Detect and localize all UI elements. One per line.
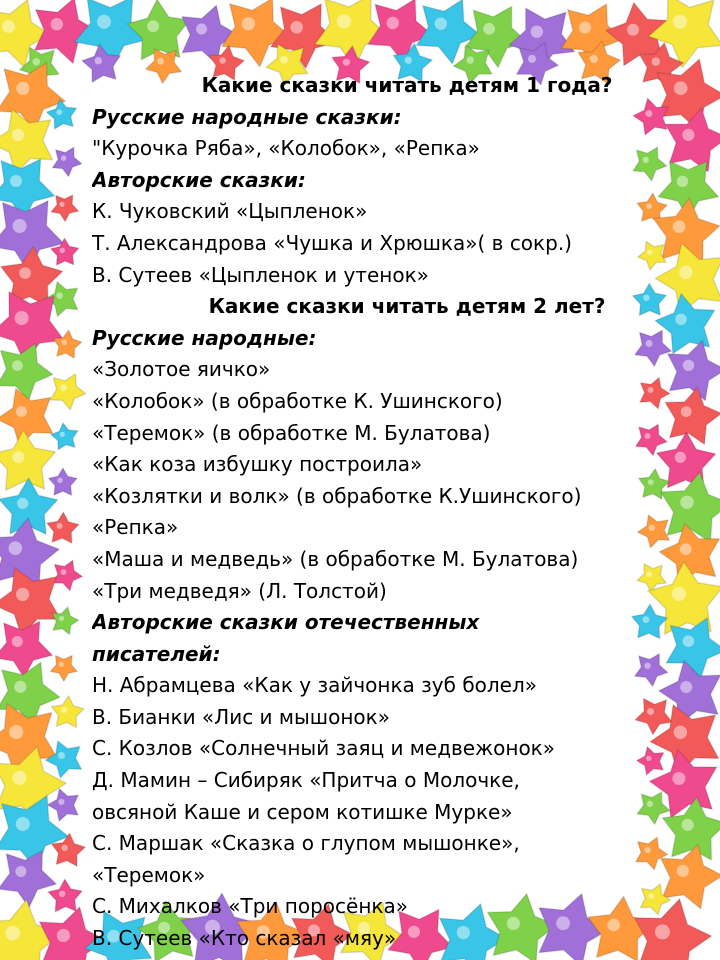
star-icon (0, 851, 56, 908)
star-highlight (683, 635, 695, 647)
star-highlight (647, 801, 653, 807)
list-item: В. Сутеев «Кто сказал «мяу» (92, 926, 397, 951)
star-highlight (483, 23, 495, 35)
star-highlight (58, 799, 64, 805)
star-icon (638, 515, 670, 548)
list-item: "Курочка Ряба», «Колобок», «Репка» (92, 136, 480, 161)
star-icon (53, 560, 83, 590)
star-highlight (343, 59, 350, 66)
star-highlight (59, 891, 65, 897)
star-highlight (682, 129, 694, 141)
list-item: К. Чуковский «Цыпленок» (92, 199, 368, 224)
list-item: В. Бианки «Лис и мышонок» (92, 704, 390, 729)
star-highlight (647, 250, 652, 255)
star-icon (633, 147, 667, 181)
star-icon (636, 424, 668, 455)
list-item: Т. Александрова «Чушка и Хрюшка»( в сокр.) (92, 230, 572, 255)
star-highlight (677, 865, 689, 877)
star-highlight (337, 14, 351, 28)
star-highlight (675, 452, 686, 463)
star-highlight (61, 155, 67, 161)
star-icon (48, 789, 79, 821)
star-highlight (528, 55, 536, 63)
star-highlight (13, 219, 27, 233)
star-highlight (9, 541, 23, 555)
list-item: С. Михалков «Три поросёнка» (92, 894, 408, 919)
star-highlight (646, 203, 652, 209)
list-item: «Репка» (92, 515, 179, 540)
star-highlight (56, 109, 62, 115)
star-highlight (61, 569, 67, 575)
star-highlight (683, 360, 694, 371)
list-item: С. Маршак «Сказка о глупом мышонке», (92, 831, 520, 856)
star-icon (633, 283, 667, 315)
star-icon (665, 108, 720, 172)
star-highlight (147, 20, 159, 32)
star-highlight (405, 57, 412, 64)
star-highlight (646, 340, 653, 347)
star-highlight (672, 587, 686, 601)
star-icon (659, 661, 720, 725)
star-highlight (680, 496, 693, 509)
star-highlight (579, 22, 591, 34)
list-item: «Как коза избушку построила» (92, 452, 423, 477)
star-highlight (387, 17, 399, 29)
star-icon (665, 387, 720, 444)
star-highlight (16, 406, 27, 417)
star-highlight (531, 26, 543, 38)
star-highlight (95, 57, 102, 64)
section-heading: Какие сказки читать детям 1 года? (201, 73, 613, 97)
star-highlight (196, 24, 207, 35)
star-highlight (680, 543, 692, 555)
list-item: В. Сутеев «Цыпленок и утенок» (92, 262, 429, 287)
star-highlight (19, 267, 31, 279)
star-highlight (648, 893, 654, 899)
star-highlight (17, 498, 28, 509)
document-body (92, 70, 632, 960)
list-item: «Три медведя» (Л. Толстой) (92, 578, 387, 603)
star-highlight (12, 360, 23, 371)
star-highlight (680, 681, 692, 693)
star-highlight (673, 220, 686, 233)
star-highlight (647, 571, 653, 577)
star-icon (47, 512, 79, 543)
star-highlight (157, 58, 164, 65)
star-highlight (682, 819, 694, 831)
star-highlight (644, 847, 650, 853)
star-icon (0, 344, 53, 401)
category-label: Русские народные сказки: (92, 104, 402, 129)
list-item: «Теремок» (в обработке М. Булатова) (92, 420, 491, 445)
star-highlight (12, 771, 26, 785)
star-highlight (242, 17, 255, 30)
star-highlight (649, 525, 655, 531)
star-icon (637, 747, 664, 775)
section-heading: Какие сказки читать детям 2 лет? (208, 294, 606, 319)
list-item: «Колобок» (в обработке К. Ушинского) (92, 388, 503, 413)
star-highlight (648, 387, 654, 393)
star-icon (51, 423, 78, 450)
star-highlight (16, 82, 29, 95)
star-highlight (643, 295, 649, 301)
star-highlight (56, 292, 63, 299)
star-highlight (16, 817, 30, 831)
star-highlight (59, 662, 64, 667)
star-highlight (58, 752, 65, 759)
category-label: Авторские сказки отечественных (92, 610, 480, 635)
star-highlight (14, 681, 26, 693)
star-highlight (645, 433, 651, 439)
star-highlight (590, 55, 598, 63)
star-highlight (467, 56, 474, 63)
star-highlight (97, 15, 111, 29)
star-icon (635, 654, 668, 687)
star-highlight (60, 384, 67, 391)
category-label: писателей: (92, 641, 221, 666)
star-highlight (13, 451, 25, 463)
star-highlight (51, 18, 63, 30)
star-highlight (62, 340, 67, 345)
category-label: Авторские сказки: (92, 167, 306, 192)
star-highlight (645, 110, 652, 117)
star-highlight (643, 157, 649, 163)
star-highlight (59, 616, 64, 621)
star-highlight (646, 756, 651, 761)
star-icon (0, 621, 52, 677)
star-highlight (61, 707, 67, 713)
list-item: «Теремок» (92, 862, 206, 887)
star-highlight (60, 432, 65, 437)
star-icon (635, 699, 672, 735)
star-highlight (677, 176, 688, 187)
star-highlight (290, 21, 303, 34)
star-highlight (33, 58, 40, 65)
star-icon (50, 374, 86, 410)
star-highlight (57, 929, 70, 942)
list-item: Н. Абрамцева «Как у зайчонка зуб болел» (92, 673, 537, 698)
star-highlight (57, 478, 62, 483)
star-highlight (60, 248, 65, 253)
star-icon (49, 468, 78, 495)
star-highlight (673, 15, 687, 29)
list-item: «Золотое яичко» (92, 357, 271, 382)
star-highlight (435, 18, 447, 30)
star-highlight (681, 406, 692, 417)
star-highlight (16, 588, 29, 601)
star-highlight (15, 311, 29, 325)
star-highlight (674, 81, 688, 95)
star-highlight (655, 924, 670, 939)
star-highlight (59, 202, 64, 207)
star-icon (50, 656, 77, 682)
list-item: С. Козлов «Солнечный заяц и медвежонок» (92, 736, 555, 761)
star-highlight (672, 772, 685, 785)
star-highlight (61, 845, 67, 851)
star-icon (51, 195, 79, 222)
star-icon (52, 147, 81, 176)
star-highlight (57, 523, 63, 529)
star-highlight (675, 314, 686, 325)
star-highlight (648, 479, 654, 485)
star-highlight (644, 663, 650, 669)
star-highlight (674, 726, 687, 739)
star-highlight (679, 266, 692, 279)
star-highlight (2, 20, 15, 33)
star-highlight (280, 56, 288, 64)
star-icon (636, 837, 668, 870)
star-highlight (10, 175, 22, 187)
star-highlight (627, 24, 639, 36)
list-item: «Маша и медведь» (в обработке М. Булатова) (92, 546, 579, 571)
star-highlight (647, 708, 654, 715)
list-item: «Козлятки и волк» (в обработке К.Ушинского) (92, 483, 582, 508)
star-highlight (12, 636, 23, 647)
star-highlight (9, 725, 23, 739)
star-icon (632, 604, 668, 638)
star-highlight (652, 57, 660, 65)
star-icon (52, 696, 85, 728)
star-highlight (5, 926, 20, 941)
list-item: Д. Мамин – Сибиряк «Притча о Молочке, (92, 768, 520, 793)
star-highlight (643, 616, 650, 623)
star-highlight (219, 57, 226, 64)
star-icon (635, 330, 672, 366)
list-item: овсяной Каше и сером котишке Мурке» (92, 799, 513, 824)
star-highlight (15, 866, 26, 877)
category-label: Русские народные: (92, 325, 317, 350)
star-icon (638, 241, 666, 270)
star-highlight (12, 129, 24, 141)
